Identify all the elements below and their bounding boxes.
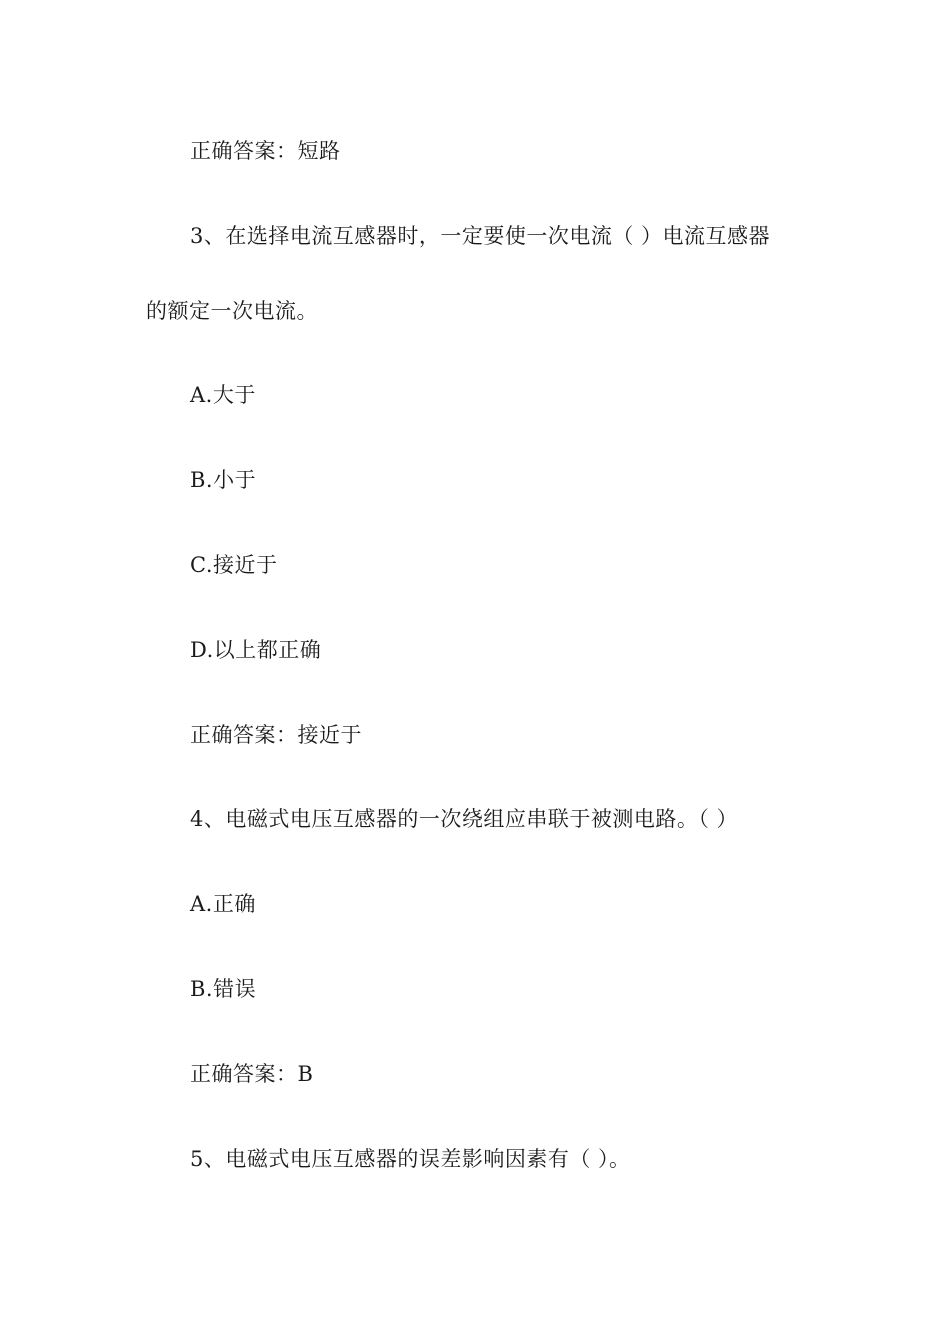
question-3-text-continued: 的额定一次电流。 (146, 299, 318, 323)
question-3-text: 3、在选择电流互感器时，一定要使一次电流（ ）电流互感器 (190, 224, 771, 248)
answer-line: 正确答案：接近于 (190, 723, 362, 747)
answer-line: 正确答案：短路 (190, 139, 341, 163)
question-5-text: 5、电磁式电压互感器的误差影响因素有（ ）。 (190, 1147, 631, 1171)
option-a: A.正确 (190, 892, 256, 916)
answer-line: 正确答案：B (190, 1062, 314, 1086)
question-4-text: 4、电磁式电压互感器的一次绕组应串联于被测电路。（ ） (190, 807, 739, 831)
option-b: B.错误 (190, 977, 257, 1001)
option-b: B.小于 (190, 468, 257, 492)
option-c: C.接近于 (190, 553, 278, 577)
option-d: D.以上都正确 (190, 638, 322, 662)
option-a: A.大于 (190, 383, 256, 407)
